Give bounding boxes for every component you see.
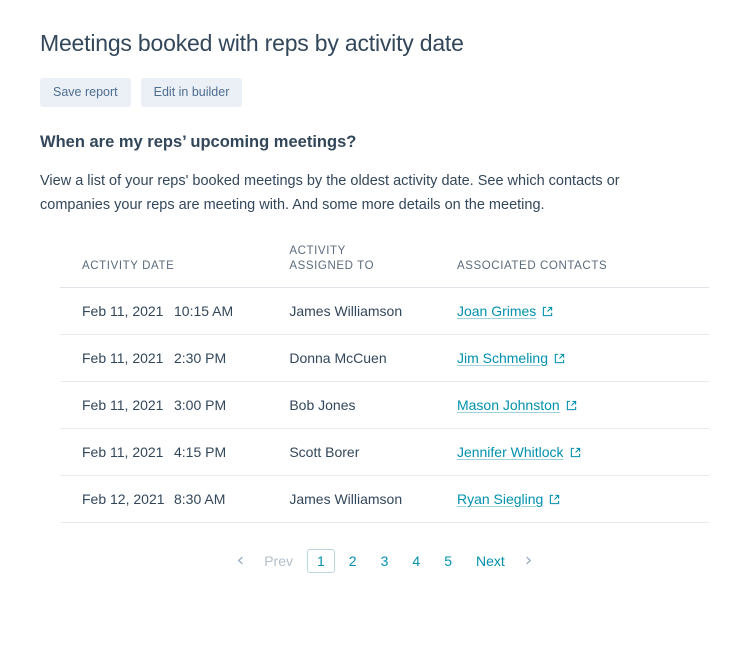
page-title: Meetings booked with reps by activity date bbox=[40, 30, 464, 56]
table-row bbox=[60, 475, 709, 522]
table-header-row bbox=[60, 244, 709, 287]
external-link-icon bbox=[566, 400, 577, 411]
column-header-line-1: ACTIVITY bbox=[289, 245, 346, 258]
cell-assigned-to: James Williamson bbox=[281, 475, 449, 522]
external-link-icon bbox=[549, 494, 560, 505]
activity-date-value bbox=[82, 397, 226, 413]
table-row bbox=[60, 428, 709, 475]
pagination-next-arrow-icon[interactable]: › bbox=[524, 549, 533, 572]
pagination-prev-arrow-icon[interactable]: ‹ bbox=[236, 549, 245, 572]
save-report-button[interactable]: Save report bbox=[40, 78, 131, 108]
cell-associated-contact bbox=[449, 475, 709, 522]
pagination-page-1[interactable]: 1 bbox=[307, 549, 335, 573]
contact-name: Jim Schmeling bbox=[456, 349, 548, 366]
activity-date-value bbox=[82, 350, 226, 366]
cell-activity-date bbox=[60, 287, 281, 334]
contact-link[interactable] bbox=[457, 444, 581, 460]
cell-activity-date bbox=[60, 428, 281, 475]
cell-assigned-to: James Williamson bbox=[281, 287, 449, 334]
pagination-prev[interactable]: Prev bbox=[264, 552, 293, 569]
table-header bbox=[60, 244, 709, 287]
activity-date-value bbox=[82, 491, 225, 507]
activity-date-time: 8:30 AM bbox=[174, 490, 226, 507]
table-row bbox=[60, 287, 709, 334]
external-link-icon bbox=[554, 353, 565, 364]
contact-link[interactable] bbox=[457, 397, 577, 413]
activity-date-value bbox=[82, 303, 233, 319]
contact-link[interactable] bbox=[457, 491, 560, 507]
pagination-page-4[interactable]: 4 bbox=[412, 552, 421, 569]
contact-name: Joan Grimes bbox=[456, 302, 537, 319]
cell-activity-date bbox=[60, 381, 281, 428]
activity-date-time: 10:15 AM bbox=[174, 302, 234, 319]
table-row bbox=[60, 381, 709, 428]
cell-assigned-to: Bob Jones bbox=[281, 381, 449, 428]
column-header-activity-date: ACTIVITY DATE bbox=[60, 244, 281, 287]
cell-activity-date bbox=[60, 334, 281, 381]
cell-assigned-to: Scott Borer bbox=[281, 428, 449, 475]
pagination-next[interactable]: Next bbox=[475, 552, 505, 569]
column-header-line-2: ASSIGNED TO bbox=[289, 259, 375, 272]
pagination bbox=[60, 549, 709, 573]
activity-date-day: Feb 12, 2021 bbox=[82, 490, 165, 507]
activity-date-time: 2:30 PM bbox=[174, 349, 227, 366]
external-link-icon bbox=[542, 306, 553, 317]
activity-date-value bbox=[82, 444, 226, 460]
pagination-page-5[interactable]: 5 bbox=[444, 552, 452, 569]
table-body bbox=[60, 287, 709, 522]
activity-date-day: Feb 11, 2021 bbox=[82, 396, 164, 413]
cell-activity-date bbox=[60, 475, 281, 522]
activity-date-day: Feb 11, 2021 bbox=[82, 302, 164, 319]
pagination-page-2[interactable]: 2 bbox=[348, 552, 357, 569]
activity-date-day: Feb 11, 2021 bbox=[82, 443, 164, 460]
contact-name: Jennifer Whitlock bbox=[456, 443, 564, 460]
contact-link[interactable] bbox=[457, 350, 565, 366]
report-actions bbox=[40, 78, 689, 108]
cell-associated-contact bbox=[449, 381, 709, 428]
contact-name: Mason Johnston bbox=[456, 396, 560, 413]
cell-associated-contact bbox=[449, 428, 709, 475]
column-header-associated-contacts: ASSOCIATED CONTACTS bbox=[449, 244, 709, 287]
cell-associated-contact bbox=[449, 334, 709, 381]
contact-name: Ryan Siegling bbox=[456, 490, 544, 507]
external-link-icon bbox=[570, 447, 581, 458]
cell-assigned-to: Donna McCuen bbox=[281, 334, 449, 381]
activity-date-time: 4:15 PM bbox=[174, 443, 227, 460]
report-question: When are my reps’ upcoming meetings? bbox=[40, 133, 357, 152]
report-description: View a list of your reps' booked meetings by the oldest activity date. See which contacts or companies your reps are meeting with. And some more details on the meeting. bbox=[40, 173, 620, 214]
contact-link[interactable] bbox=[457, 303, 553, 319]
cell-associated-contact bbox=[449, 287, 709, 334]
meetings-table bbox=[60, 244, 709, 523]
column-header-activity-assigned-to bbox=[281, 244, 449, 287]
activity-date-day: Feb 11, 2021 bbox=[82, 349, 164, 366]
activity-date-time: 3:00 PM bbox=[174, 396, 227, 413]
pagination-page-3[interactable]: 3 bbox=[380, 552, 389, 569]
edit-in-builder-button[interactable]: Edit in builder bbox=[141, 78, 243, 108]
table-row bbox=[60, 334, 709, 381]
